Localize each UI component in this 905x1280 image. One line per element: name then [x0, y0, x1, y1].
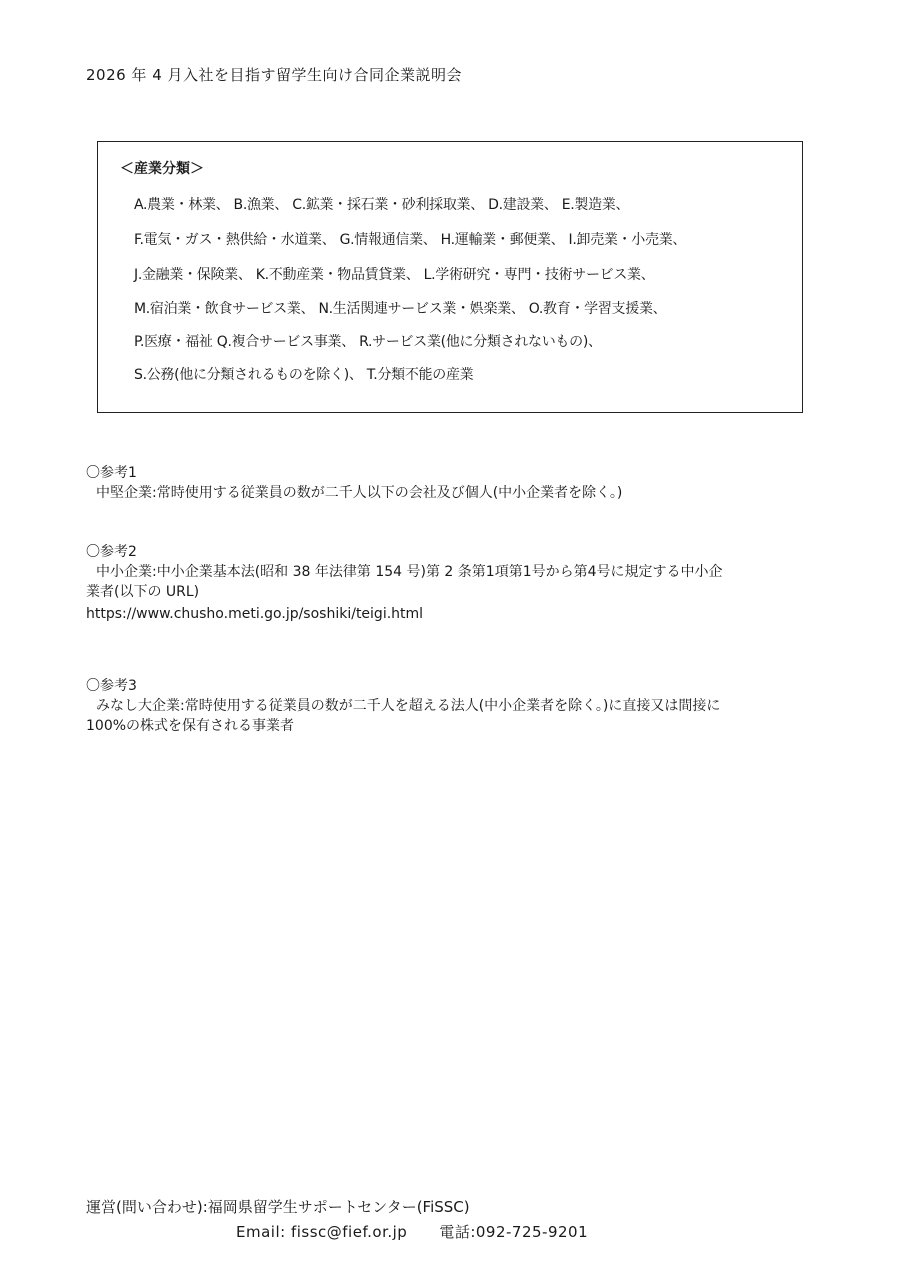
note-heading: 〇参考2 — [86, 544, 137, 560]
industry-heading: ＜産業分類＞ — [120, 161, 204, 177]
industry-line: P.医療・福祉 Q.複合サービス事業、 R.サービス業(他に分類されないもの)、 — [134, 334, 602, 350]
reference-note-1 — [86, 463, 622, 503]
industry-line: M.宿泊業・飲食サービス業、 N.生活関連サービス業・娯楽業、 O.教育・学習支援業、 — [134, 301, 667, 317]
industry-line: A.農業・林業、 B.漁業、 C.鉱業・採石業・砂利採取業、 D.建設業、 E.製造業、 — [134, 197, 630, 213]
reference-note-3 — [86, 676, 720, 736]
industry-line: J.金融業・保険業、 K.不動産業・物品賃貸業、 L.学術研究・専門・技術サービス業、 — [134, 267, 655, 283]
industry-line: S.公務(他に分類されるものを除く)、 T.分類不能の産業 — [134, 367, 474, 383]
reference-note-2 — [86, 542, 723, 624]
note-line: みなし大企業:常時使用する従業員の数が二千人を超える法人(中小企業者を除く。)に直接又は間接に — [96, 698, 721, 714]
url-link[interactable]: https://www.chusho.meti.go.jp/soshiki/teigi.html — [86, 606, 424, 622]
email-address[interactable]: Email: fissc@fief.or.jp — [236, 1223, 408, 1241]
industry-classification-box — [97, 141, 803, 413]
note-heading: 〇参考3 — [86, 678, 137, 694]
page-title: 2026 年 4 月入社を目指す留学生向け合同企業説明会 — [86, 66, 463, 84]
organizer-contact: 運営(問い合わせ):福岡県留学生サポートセンター(FiSSC) — [86, 1198, 470, 1216]
note-heading: 〇参考1 — [86, 465, 137, 481]
note-line: 中小企業:中小企業基本法(昭和 38 年法律第 154 号)第 2 条第1項第1号から第4号に規定する中小企 — [96, 564, 723, 580]
note-line: 100%の株式を保有される事業者 — [86, 718, 295, 734]
contact-details — [236, 1221, 588, 1242]
phone-number: 電話:092-725-9201 — [439, 1223, 589, 1241]
note-line: 業者(以下の URL) — [86, 584, 200, 600]
industry-line: F.電気・ガス・熱供給・水道業、 G.情報通信業、 H.運輸業・郵便業、 I.卸売業・小売業、 — [134, 232, 687, 248]
note-line: 中堅企業:常時使用する従業員の数が二千人以下の会社及び個人(中小企業者を除く。) — [96, 485, 623, 501]
